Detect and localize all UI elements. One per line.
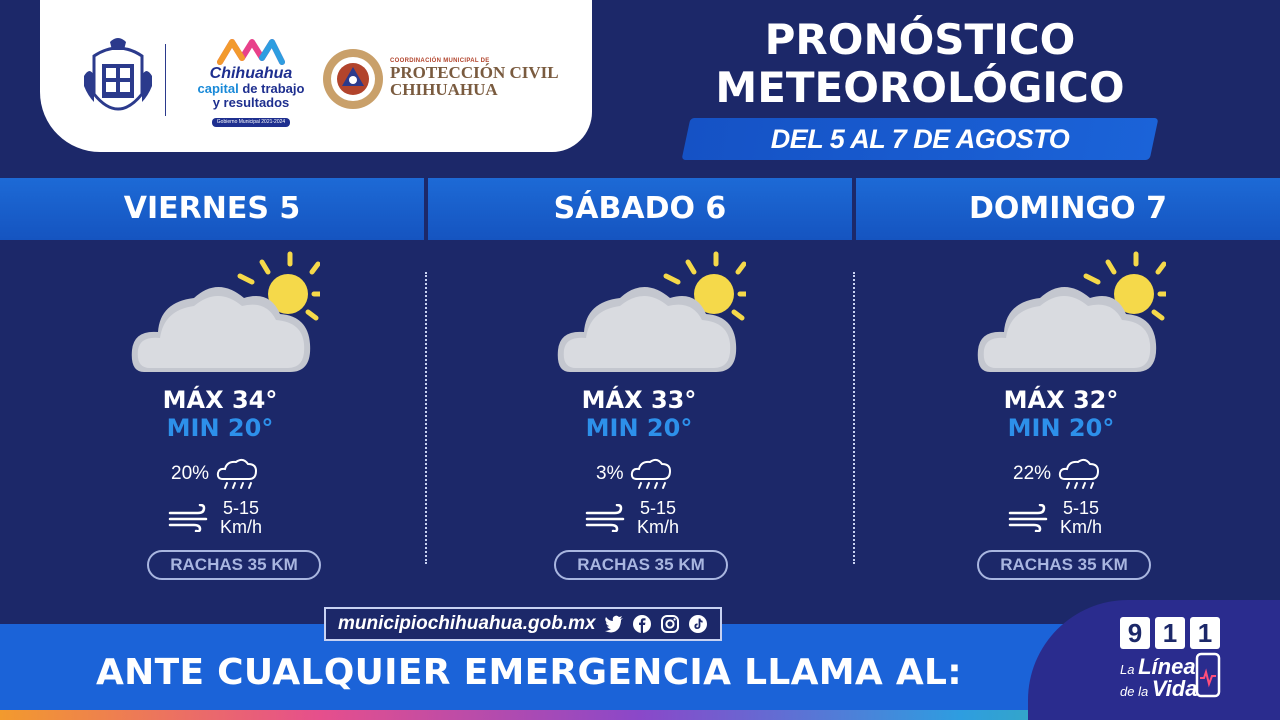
wind-range: 5-15 — [1062, 498, 1100, 518]
min-temp: MIN 20° — [585, 414, 693, 442]
logo-panel — [40, 0, 592, 152]
rain-row — [171, 456, 259, 492]
phone-icon — [1194, 652, 1222, 698]
wind-icon — [585, 504, 627, 532]
twitter-icon[interactable] — [604, 614, 624, 634]
rain-row — [1013, 456, 1101, 492]
max-temp: MÁX 32° — [1003, 386, 1119, 414]
civil-protection-text — [390, 58, 580, 98]
wind-unit: Km/h — [637, 517, 680, 537]
day-header-2: SÁBADO 6 — [428, 178, 852, 240]
logo-divider — [165, 44, 166, 116]
rain-probability: 20% — [171, 463, 210, 484]
min-temp: MIN 20° — [166, 414, 274, 442]
wind-row — [1008, 496, 1102, 540]
municipality-logo — [176, 36, 326, 128]
rain-cloud-icon — [629, 457, 673, 491]
emergency-message: ANTE CUALQUIER EMERGENCIA LLAMA AL: — [96, 652, 962, 693]
linea-small-1: La — [1120, 662, 1135, 677]
municipality-name: Chihuahua — [209, 65, 293, 82]
digit-9: 9 — [1120, 617, 1150, 649]
slogan-line-1 — [176, 82, 326, 96]
wind-unit: Km/h — [220, 517, 263, 537]
max-temp: MÁX 33° — [581, 386, 697, 414]
civil-protection-title-1: PROTECCIÓN CIVIL — [390, 63, 559, 82]
rain-cloud-icon — [1057, 457, 1101, 491]
min-temp: MIN 20° — [1007, 414, 1115, 442]
wind-row — [585, 496, 679, 540]
linea-big-2: Vida — [1151, 676, 1198, 701]
wind-speed — [637, 499, 679, 537]
wind-range: 5-15 — [222, 498, 260, 518]
title-line-1: PRONÓSTICO — [764, 15, 1076, 64]
day-header-1: VIERNES 5 — [0, 178, 424, 240]
rain-row — [596, 456, 673, 492]
linea-small-2: de la — [1120, 684, 1149, 699]
max-temp: MÁX 34° — [162, 386, 278, 414]
day-header-3: DOMINGO 7 — [856, 178, 1280, 240]
wind-row — [168, 496, 262, 540]
forecast-title — [660, 16, 1180, 112]
website-box[interactable] — [324, 607, 722, 641]
partly-cloudy-icon — [976, 250, 1166, 380]
gusts-badge: RACHAS 35 KM — [977, 550, 1151, 580]
civil-protection-subtitle: COORDINACIÓN MUNICIPAL DE — [390, 58, 490, 64]
digit-1: 1 — [1155, 617, 1185, 649]
tiktok-icon[interactable] — [688, 614, 708, 634]
website-link[interactable]: municipiochihuahua.gob.mx — [338, 613, 596, 634]
wind-icon — [168, 504, 210, 532]
title-line-2: METEOROLÓGICO — [715, 63, 1125, 112]
partly-cloudy-icon — [130, 250, 320, 380]
coat-of-arms-icon — [80, 36, 156, 128]
wind-icon — [1008, 504, 1050, 532]
slogan-line-2: y resultados — [212, 95, 290, 110]
rain-cloud-icon — [215, 457, 259, 491]
gusts-badge: RACHAS 35 KM — [147, 550, 321, 580]
column-separator — [853, 272, 855, 564]
facebook-icon[interactable] — [632, 614, 652, 634]
wind-speed — [1060, 499, 1102, 537]
column-separator — [425, 272, 427, 564]
chihuahua-mark-icon — [216, 36, 286, 66]
government-term: Gobierno Municipal 2021-2024 — [212, 118, 290, 127]
slogan-accent: capital — [197, 81, 239, 96]
date-range: DEL 5 AL 7 DE AGOSTO — [770, 124, 1070, 154]
wind-unit: Km/h — [1060, 517, 1103, 537]
partly-cloudy-icon — [556, 250, 746, 380]
wind-speed — [220, 499, 262, 537]
civil-protection-seal-icon — [320, 46, 386, 112]
rain-probability: 22% — [1013, 463, 1052, 484]
wind-range: 5-15 — [639, 498, 677, 518]
slogan-rest: de trabajo — [238, 81, 305, 96]
gusts-badge: RACHAS 35 KM — [554, 550, 728, 580]
digit-1: 1 — [1190, 617, 1220, 649]
rain-probability: 3% — [596, 463, 624, 484]
linea-big-1: Línea — [1138, 654, 1196, 679]
instagram-icon[interactable] — [660, 614, 680, 634]
civil-protection-title-2: CHIHUAHUA — [390, 80, 498, 99]
